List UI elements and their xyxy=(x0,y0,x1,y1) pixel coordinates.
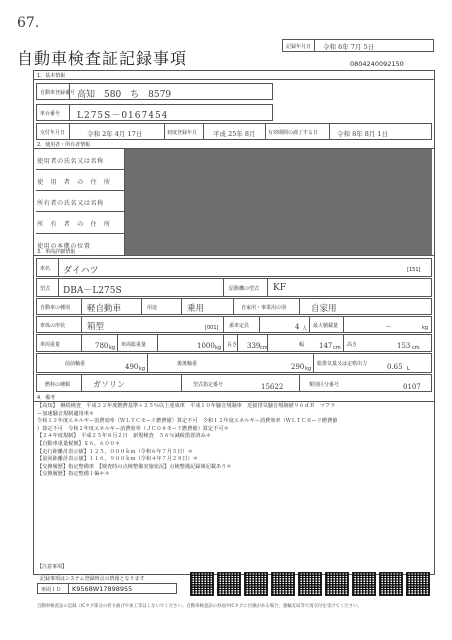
remark-line: ）算定不可 令和２年度エネルギー消費効率（ＪＣ０８モード燃費値）算定不可＊ xyxy=(37,425,229,432)
section3-header: 3．車両詳細情報 xyxy=(37,249,76,255)
owner-name-label: 所有者の氏名又は名称 xyxy=(37,200,104,207)
body-label: 車体の形状 xyxy=(40,323,66,329)
front-axle-unit: kg xyxy=(139,366,146,372)
model-row xyxy=(36,278,432,297)
dates-row xyxy=(36,123,432,140)
registration-number-box xyxy=(36,83,273,100)
designation-value: 15622 xyxy=(261,383,284,391)
section2-header: 2．使用者・所有者情報 xyxy=(37,142,91,148)
type-row xyxy=(36,298,432,315)
gross-weight-unit: kg xyxy=(215,345,222,351)
width-value: 147 xyxy=(319,342,333,350)
qr-code xyxy=(190,572,214,596)
remark-line: 【自動車重量税額】￥６，６００＊ xyxy=(37,440,121,447)
vin-label: 車台番号 xyxy=(40,111,61,117)
maker-code: [151] xyxy=(407,267,421,273)
qr-code xyxy=(217,572,241,596)
remark-line: 令和１２年度エネルギー消費効率（ＷＬＴＣモード燃費値）算定不可 令和１２年度エネルギー消費効率（ＷＬＴＣモード燃費値 xyxy=(37,418,338,425)
remark-line: 【２４年度規制】 平成２５年８月２日 新規検査 ５６％減税措置済み＊ xyxy=(37,433,211,440)
registration-number-value: 高知 580 ち 8579 xyxy=(77,90,172,100)
height-unit: cm xyxy=(412,345,420,351)
length-value: 339 xyxy=(247,342,261,350)
use-value: 乗用 xyxy=(187,304,205,314)
body-code: [001] xyxy=(205,325,219,331)
issue-date-value: 令和 2年 4月 17日 xyxy=(87,130,143,138)
notes-header: 【注意事項】 xyxy=(37,564,68,570)
width-label: 幅 xyxy=(299,342,305,348)
use-label: 用途 xyxy=(147,305,158,311)
owner-table xyxy=(36,149,432,255)
body-value: 箱型 xyxy=(87,322,105,332)
notes-text: 記録事項はシステム登録時点の情報となります xyxy=(40,576,145,582)
base-location-label: 使用の本拠の位置 xyxy=(37,243,91,250)
capacity-value: 4 xyxy=(295,323,300,331)
max-load-value: － xyxy=(385,323,392,331)
capacity-unit: 人 xyxy=(302,326,308,332)
weight-value: 780 xyxy=(95,342,109,350)
car-id-label: 車両ＩＤ xyxy=(41,587,62,593)
document-title: 自動車検査証記録事項 xyxy=(17,49,188,68)
engine-label: 原動機の型式 xyxy=(229,286,260,292)
qr-code xyxy=(406,572,430,596)
car-id-box xyxy=(37,583,177,594)
height-label: 高さ xyxy=(347,342,358,348)
fuel-value: ガソリン xyxy=(93,380,125,389)
remark-line: 【交換履歴】指定整備１偏＊＊ xyxy=(37,471,110,478)
expiry-label: 有効期間の満了する日 xyxy=(268,130,319,136)
qr-code xyxy=(271,572,295,596)
front-axle-label: 前前軸重 xyxy=(65,361,86,367)
fuel-row xyxy=(36,374,432,392)
designation-label: 型式指定番号 xyxy=(193,382,224,388)
vin-value: L275S－0167454 xyxy=(77,111,169,121)
rear-axle-label: 後後軸重 xyxy=(177,361,198,367)
qr-code xyxy=(298,572,322,596)
redaction-block xyxy=(125,149,432,255)
rear-axle-value: 290 xyxy=(291,363,305,371)
page-number: 67. xyxy=(17,15,40,31)
qr-code xyxy=(379,572,403,596)
gross-weight-value: 1000 xyxy=(197,342,215,350)
front-axle-value: 490 xyxy=(125,363,139,371)
serial-number: 0804240092150 xyxy=(350,60,404,68)
section1-header: 1．基本情報 xyxy=(37,73,66,79)
user-name-label: 使用者の氏名又は名称 xyxy=(37,158,104,165)
body-row xyxy=(36,316,432,333)
maker-label: 車名 xyxy=(40,266,51,272)
remark-line: 【高知】 継続検査 平成２２年度燃費基準＋２５％以上達成車 平成１０年騒音規制車 近接排気騒音規制値９６ｄＢ マフラ xyxy=(37,403,336,409)
issue-date-label: 交付年月日 xyxy=(40,130,66,136)
weight-label: 車両重量 xyxy=(40,342,61,348)
qr-code xyxy=(325,572,349,596)
model-label: 型式 xyxy=(40,286,51,292)
user-address-label: 使 用 者 の 住 所 xyxy=(37,179,111,186)
axle-row xyxy=(36,353,432,373)
category-label: 類別区分番号 xyxy=(309,382,340,388)
section4-header: 4．備考 xyxy=(37,395,56,401)
gross-weight-label: 車両総重量 xyxy=(121,342,147,348)
weight-unit: kg xyxy=(109,345,116,351)
vehicle-type-value: 軽自動車 xyxy=(87,304,122,314)
purpose-value: 自家用 xyxy=(311,304,337,314)
dimensions-row xyxy=(36,334,432,352)
model-value: DBA－L275S xyxy=(63,286,122,296)
remark-line: 【前回距離計表示値】１１６，９００ｋｍ（令和４年７月２８日）＊ xyxy=(37,456,198,463)
footer-note: 自動車検査証の記録（ICタグ部分の折り曲げや加工等はしないでください。自動車検査証の券面やICタグに汚損がある場合、運輸支局等で再交付を受けてください。 xyxy=(37,604,362,609)
owner-address-label: 所 有 者 の 住 所 xyxy=(37,221,111,228)
height-value: 153 xyxy=(397,342,411,350)
registration-number-label: 自動車登録番号 xyxy=(40,90,76,96)
displacement-unit: L xyxy=(407,366,410,372)
rear-axle-unit: kg xyxy=(305,366,312,372)
maker-row xyxy=(36,258,432,277)
maker-value: ダイハツ xyxy=(63,266,99,276)
capacity-label: 乗車定員 xyxy=(229,323,250,329)
qr-code xyxy=(244,572,268,596)
remark-line: ー加速騒音規制適用車＊ xyxy=(37,410,95,417)
record-date-box xyxy=(282,39,434,52)
remark-line: 【交換履歴】指定整備車 【検査時の点検整備実施状況】点検整備記録簿記載あり＊ xyxy=(37,463,232,470)
category-value: 0107 xyxy=(403,383,421,391)
vin-box xyxy=(36,104,273,121)
first-registration-value: 平成 25年 8月 xyxy=(213,130,256,138)
expiry-value: 令和 8年 8月 1日 xyxy=(337,130,389,138)
qr-code xyxy=(352,572,376,596)
length-unit: cm xyxy=(260,345,268,351)
remarks-block xyxy=(37,403,431,479)
record-date-label: 記録年月日 xyxy=(286,44,312,50)
width-unit: cm xyxy=(333,345,341,351)
record-date-value: 令和 6年 7月 5日 xyxy=(323,43,375,51)
car-id-value: K9568W17898955 xyxy=(72,585,133,593)
displacement-label: 総排気量又は定格出力 xyxy=(317,361,368,367)
max-load-unit: kg xyxy=(422,325,429,331)
displacement-value: 0.65 xyxy=(387,363,403,371)
length-label: 長さ xyxy=(227,342,238,348)
engine-value: KF xyxy=(273,283,286,293)
remark-line: 【走行距離計表示値】１２５，０００ｋｍ（令和６年７月５日）＊ xyxy=(37,448,193,455)
fuel-label: 燃料の種類 xyxy=(45,382,71,388)
max-load-label: 最大積載量 xyxy=(313,323,339,329)
vehicle-type-label: 自動車の種別 xyxy=(40,305,71,311)
purpose-label: 自家用・事業用の別 xyxy=(241,305,287,311)
first-registration-label: 初度登録年月 xyxy=(167,130,198,136)
